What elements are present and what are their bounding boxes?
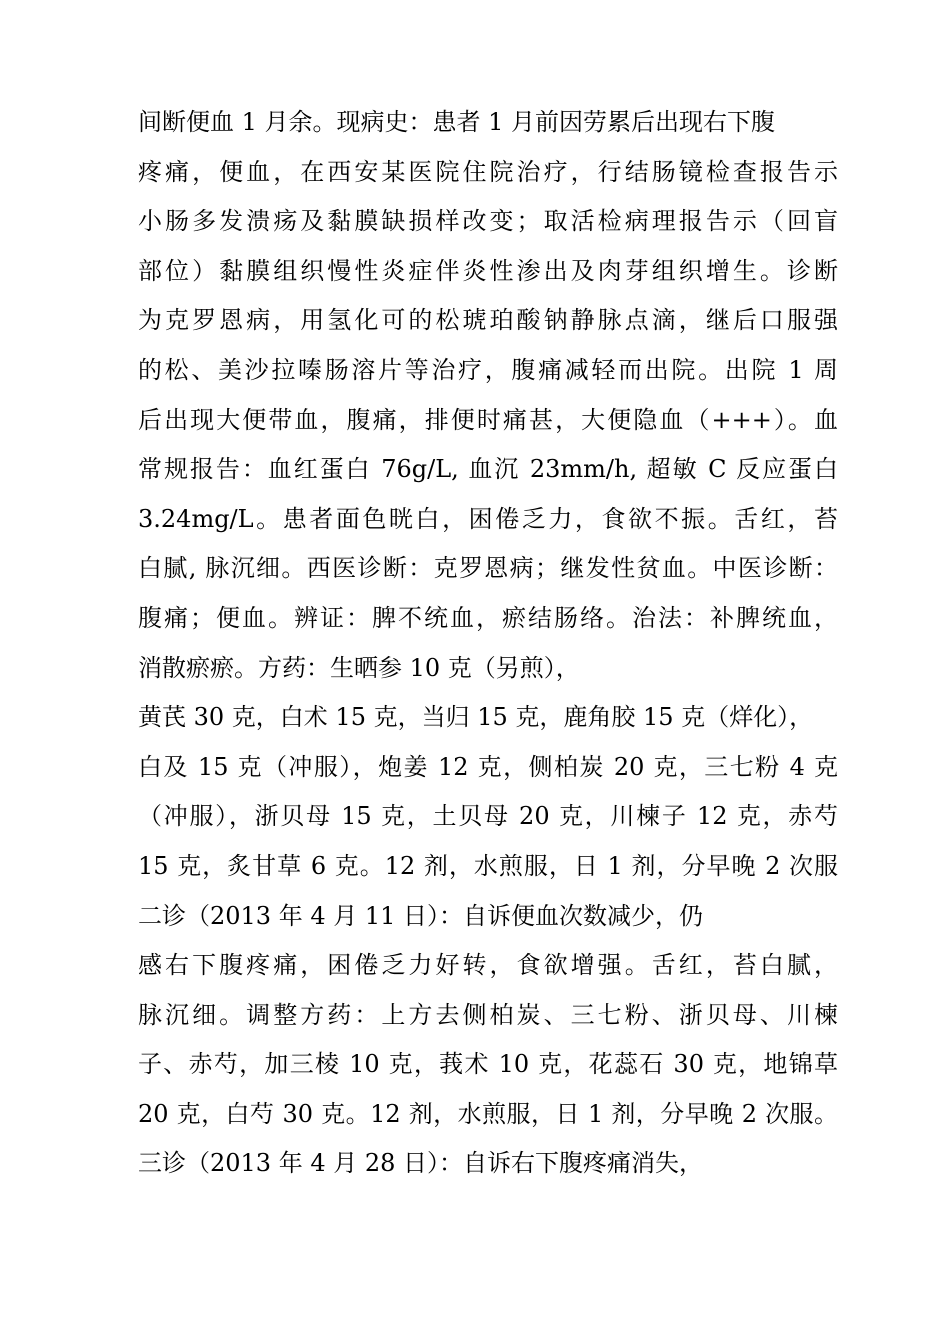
text-line: 白腻, 脉沉细。西医诊断：克罗恩病；继发性贫血。中医诊断： <box>138 554 838 583</box>
text-line: 消散瘀瘀。方药：生晒参 10 克（另煎）， <box>138 653 580 682</box>
text-line: 3.24mg/L。患者面色晄白，困倦乏力，食欲不振。舌红，苔 <box>138 504 838 533</box>
text-line: 脉沉细。调整方药：上方去侧柏炭、三七粉、浙贝母、川楝 <box>138 1000 838 1029</box>
text-line: 腹痛；便血。辨证：脾不统血，瘀结肠络。治法：补脾统血， <box>138 603 838 632</box>
text-line: 后出现大便带血，腹痛，排便时痛甚，大便隐血（+++）。血 <box>138 405 838 434</box>
text-line: 为克罗恩病，用氢化可的松琥珀酸钠静脉点滴，继后口服强 <box>138 306 838 335</box>
text-line: 三诊（2013 年 4 月 28 日）：自诉右下腹疼痛消失， <box>138 1149 704 1178</box>
text-line: 部位）黏膜组织慢性炎症伴炎性渗出及肉芽组织增生。诊断 <box>138 256 838 285</box>
text-line: 感右下腹疼痛，困倦乏力好转，食欲增强。舌红，苔白腻， <box>138 951 838 980</box>
text-line: 小肠多发溃疡及黏膜缺损样改变；取活检病理报告示（回盲 <box>138 207 838 236</box>
text-line: 二诊（2013 年 4 月 11 日）：自诉便血次数减少，仍 <box>138 901 704 930</box>
text-line: 黄芪 30 克，白术 15 克，当归 15 克，鹿角胶 15 克（烊化）， <box>138 703 814 732</box>
text-line: 15 克，炙甘草 6 克。12 剂，水煎服，日 1 剂，分早晚 2 次服 <box>138 851 838 880</box>
text-line: 的松、美沙拉嗪肠溶片等治疗，腹痛减轻而出院。出院 1 周 <box>138 355 838 384</box>
text-line: 白及 15 克（冲服），炮姜 12 克，侧柏炭 20 克，三七粉 4 克 <box>138 752 838 781</box>
document-body <box>138 98 838 1189</box>
text-line: 20 克，白芍 30 克。12 剂，水煎服，日 1 剂，分早晚 2 次服。 <box>138 1099 838 1128</box>
text-line: 子、赤芍，加三棱 10 克，莪术 10 克，花蕊石 30 克，地锦草 <box>138 1050 838 1079</box>
text-line: 间断便血 1 月余。现病史：患者 1 月前因劳累后出现右下腹 <box>138 108 776 136</box>
text-line: （冲服），浙贝母 15 克，土贝母 20 克，川楝子 12 克，赤芍 <box>138 802 838 831</box>
text-line: 常规报告：血红蛋白 76g/L, 血沉 23mm/h, 超敏 C 反应蛋白 <box>138 455 838 484</box>
text-line: 疼痛，便血，在西安某医院住院治疗，行结肠镜检查报告示 <box>138 157 838 186</box>
